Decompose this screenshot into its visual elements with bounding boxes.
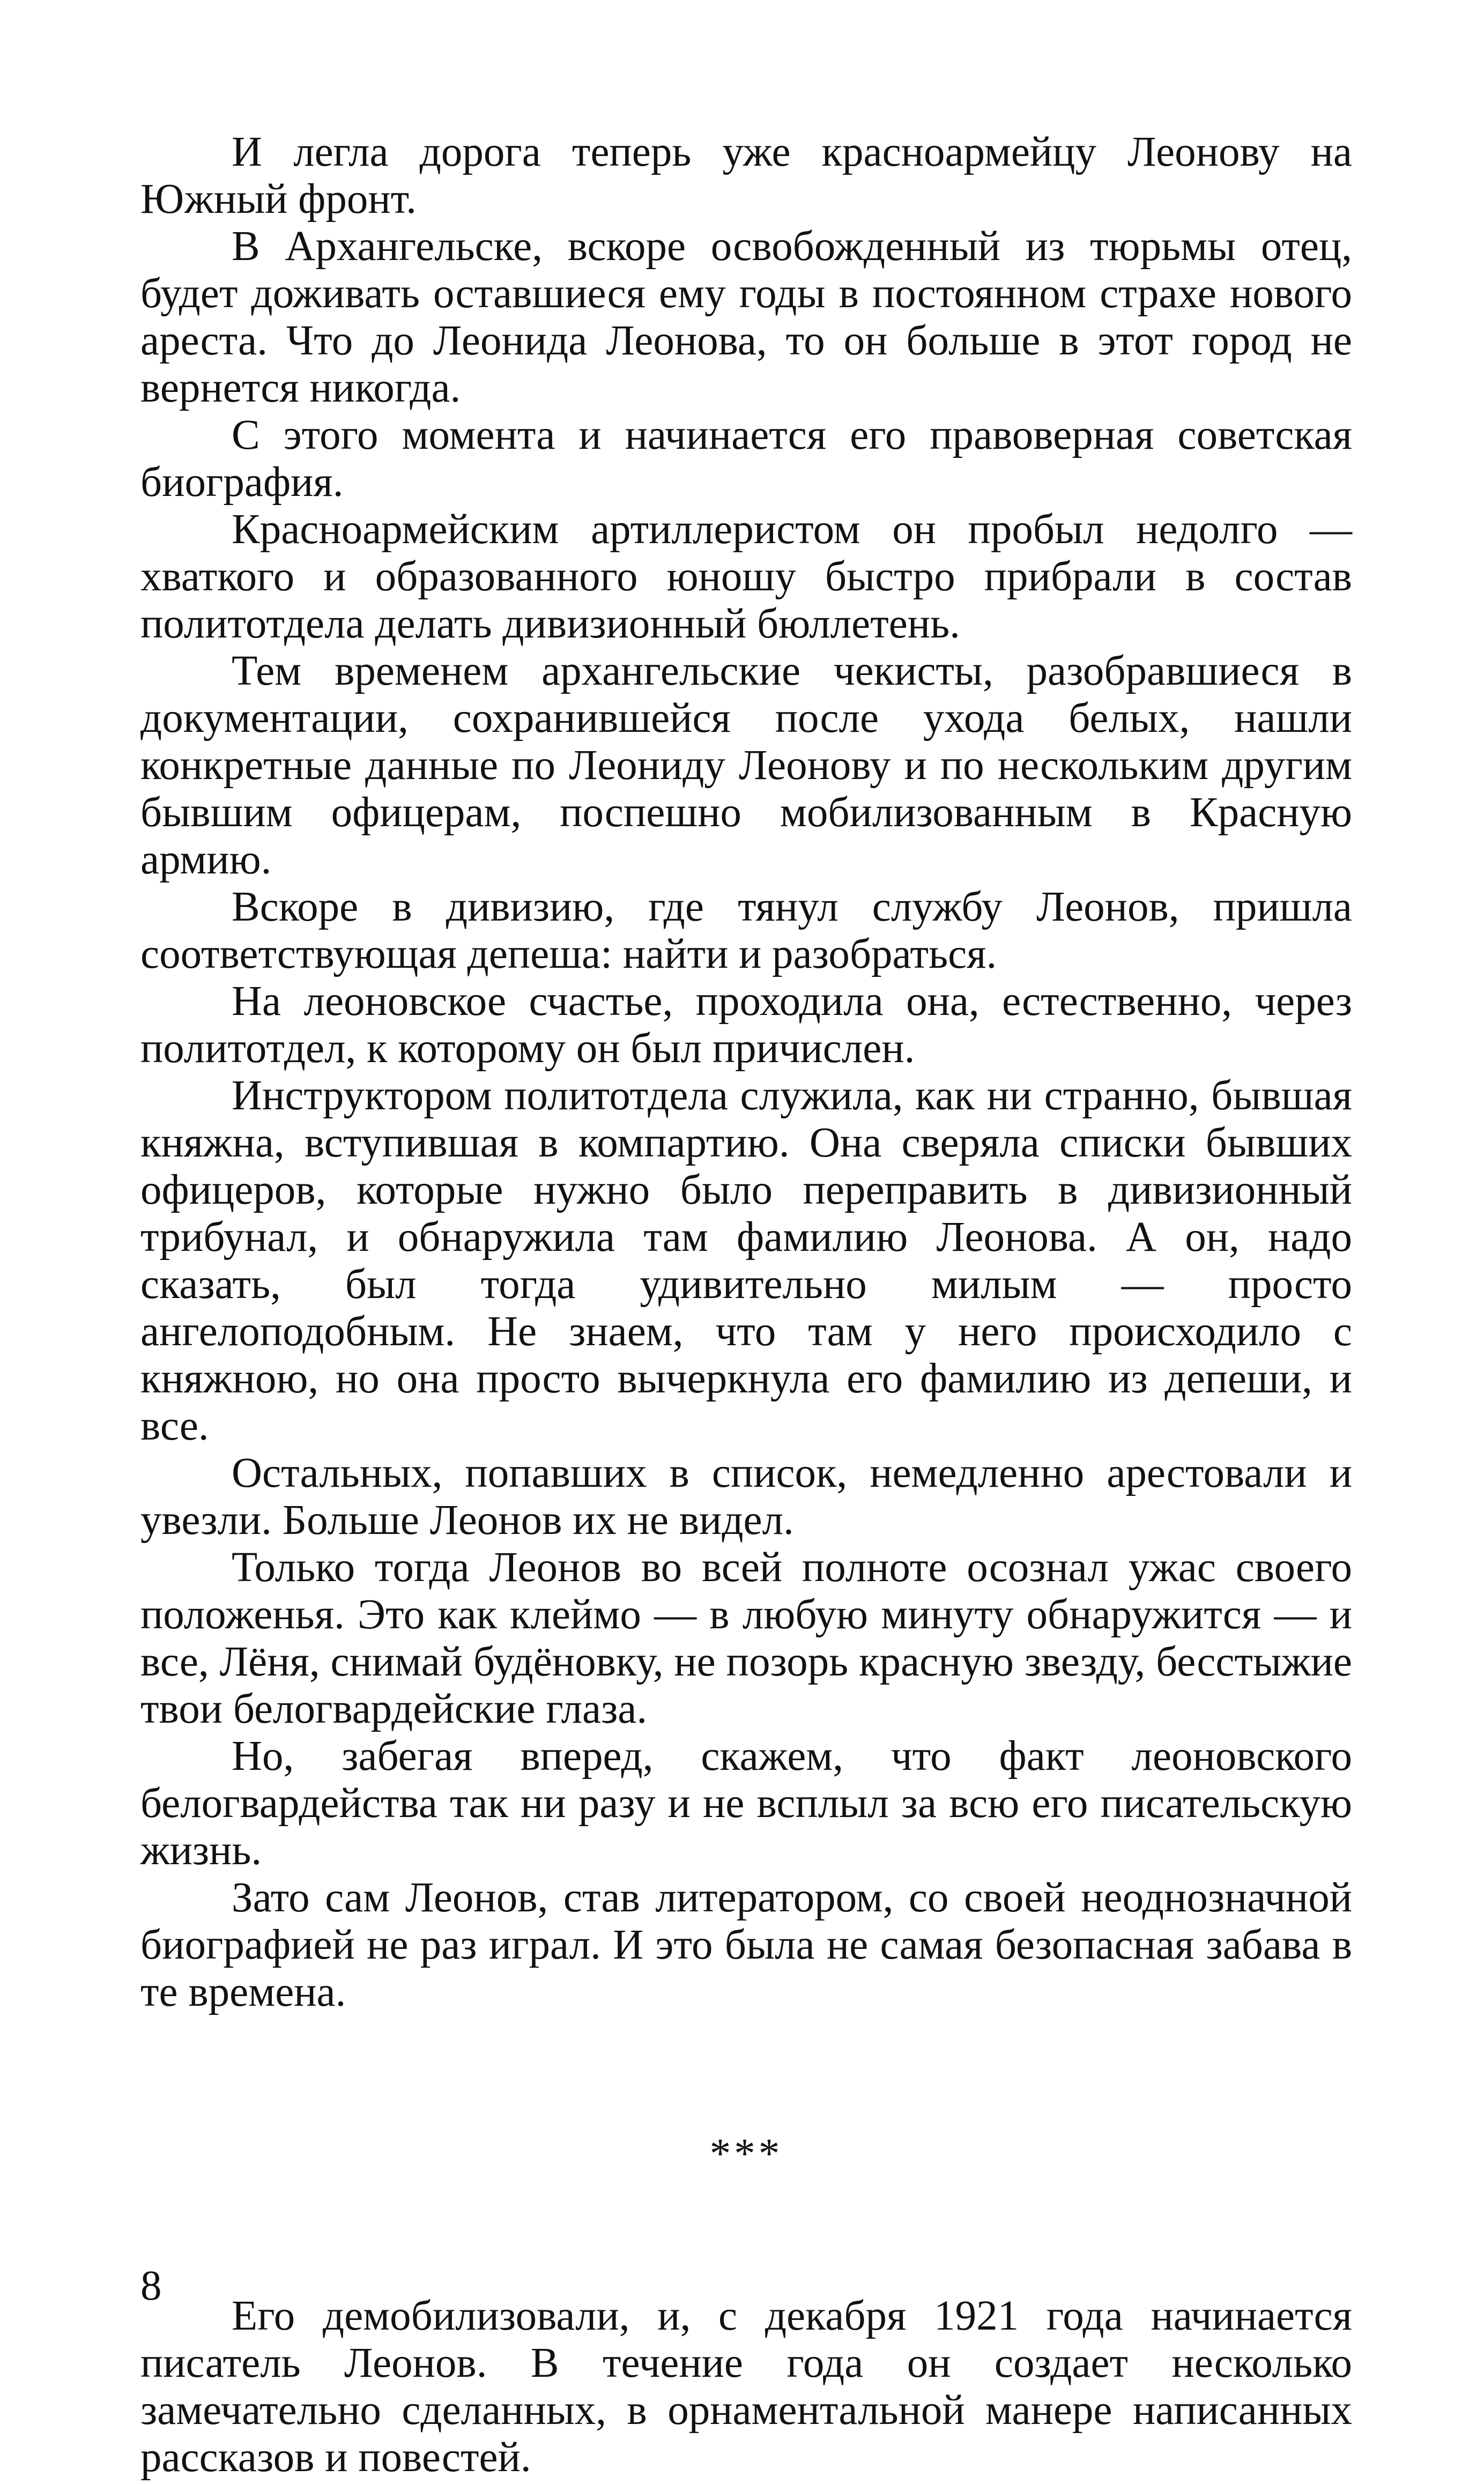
paragraph: Остальных, попавших в список, немедленно арестовали и увезли. Больше Леонов их не видел.	[140, 1450, 1352, 1544]
body-text	[140, 129, 1352, 2481]
paragraph: Инструктором политотдела служила, как ни странно, бывшая княжна, вступившая в компартию. Она сверяла списки бывших офицеров, которые нужно было переправить в дивизионный трибунал, и обнаружила там фамилию Леонова. А он, надо сказать, был тогда удивительно милым — просто ангелоподобным. Не знаем, что там у него происходило с княжною, но она просто вычеркнула его фамилию из депеши, и все.	[140, 1072, 1352, 1449]
paragraph: Но, забегая вперед, скажем, что факт леоновского белогвардейства так ни разу и не всплыл за всю его писательскую жизнь.	[140, 1733, 1352, 1874]
paragraph: Зато сам Леонов, став литератором, со своей неоднозначной биографией не раз играл. И это была не самая безопасная забава в те времена.	[140, 1874, 1352, 2015]
paragraph: Вскоре в дивизию, где тянул службу Леонов, пришла соответствующая депеша: найти и разобраться.	[140, 884, 1352, 977]
paragraph: Тем временем архангельские чекисты, разобравшиеся в документации, сохранившейся после ухода белых, нашли конкретные данные по Леониду Леонову и по нескольким другим бывшим офицерам, поспешно мобилизованным в Красную армию.	[140, 648, 1352, 883]
paragraph: С этого момента и начинается его правоверная советская биография.	[140, 412, 1352, 506]
paragraph: Его демобилизовали, и, с декабря 1921 года начинается писатель Леонов. В течение года он создает несколько замечательно сделанных, в орнаментальной манере написанных рассказов и повестей.	[140, 2293, 1352, 2481]
paragraph: Красноармейским артиллеристом он пробыл недолго — хваткого и образованного юношу быстро прибрали в состав политотдела делать дивизионный бюллетень.	[140, 506, 1352, 647]
section-divider: ***	[709, 2131, 783, 2177]
paragraph: И легла дорога теперь уже красноармейцу Леонову на Южный фронт.	[140, 129, 1352, 223]
paragraph: Только тогда Леонов во всей полноте осознал ужас своего положенья. Это как клеймо — в любую минуту обнаружится — и все, Лёня, снимай будёновку, не позорь красную звезду, бесстыжие твои белогвардейские глаза.	[140, 1544, 1352, 1732]
paragraph: В Архангельске, вскоре освобожденный из тюрьмы отец, будет доживать оставшиеся ему годы в постоянном страхе нового ареста. Что до Леонида Леонова, то он больше в этот город не вернется никогда.	[140, 223, 1352, 411]
paragraph: На леоновское счастье, проходила она, естественно, через политотдел, к которому он был причислен.	[140, 978, 1352, 1072]
page-number: 8	[140, 2263, 162, 2309]
